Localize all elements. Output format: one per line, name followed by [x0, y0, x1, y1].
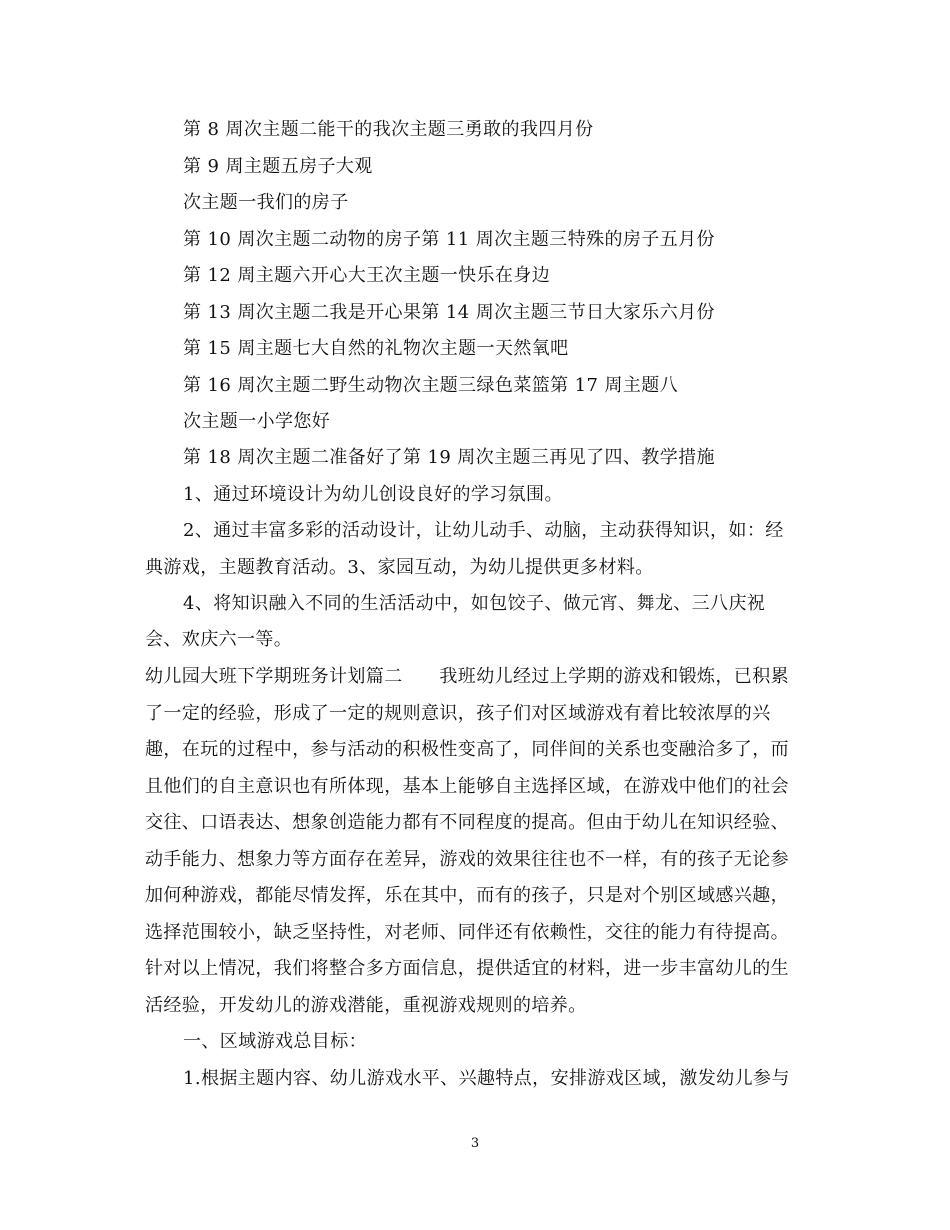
text-line: 1、通过环境设计为幼儿创设良好的学习氛围。 — [183, 484, 563, 505]
text-line: 加何种游戏，都能尽情发挥，乐在其中，而有的孩子，只是对个别区域感兴趣， — [145, 885, 789, 906]
text-line: 次主题一我们的房子 — [183, 192, 349, 213]
text-line: 第 8 周次主题二能干的我次主题三勇敢的我四月份 — [183, 119, 594, 140]
text-line: 会、欢庆六一等。 — [145, 629, 293, 650]
text-line: 动手能力、想象力等方面存在差异，游戏的效果往往也不一样，有的孩子无论参 — [145, 849, 789, 870]
text-line: 一、区域游戏总目标： — [183, 1031, 367, 1052]
text-line: 2、通过丰富多彩的活动设计，让幼儿动手、动脑，主动获得知识，如：经 — [183, 520, 784, 541]
text-line: 典游戏，主题教育活动。3、家园互动，为幼儿提供更多材料。 — [145, 557, 654, 578]
text-line: 交往、口语表达、想象创造能力都有不同程度的提高。但由于幼儿在知识经验、 — [145, 812, 789, 833]
text-line: 第 9 周主题五房子大观 — [183, 156, 373, 177]
text-line: 针对以上情况，我们将整合多方面信息，提供适宜的材料，进一步丰富幼儿的生 — [145, 958, 789, 979]
text-line: 第 13 周次主题二我是开心果第 14 周次主题三节日大家乐六月份 — [183, 302, 715, 323]
text-line: 第 16 周次主题二野生动物次主题三绿色菜篮第 17 周主题八 — [183, 375, 679, 396]
text-line: 且他们的自主意识也有所体现，基本上能够自主选择区域，在游戏中他们的社会 — [145, 776, 789, 797]
text-line: 1.根据主题内容、幼儿游戏水平、兴趣特点，安排游戏区域，激发幼儿参与 — [183, 1068, 790, 1089]
text-line: 第 18 周次主题二准备好了第 19 周次主题三再见了四、教学措施 — [183, 447, 715, 468]
text-line: 趣，在玩的过程中，参与活动的积极性变高了，同伴间的关系也变融洽多了，而 — [145, 739, 789, 760]
text-line: 活经验，开发幼儿的游戏潜能，重视游戏规则的培养。 — [145, 995, 587, 1016]
text-line: 幼儿园大班下学期班务计划篇二 我班幼儿经过上学期的游戏和锻炼，已积累 — [145, 666, 789, 687]
text-line: 第 15 周主题七大自然的礼物次主题一天然氧吧 — [183, 338, 569, 359]
text-line: 次主题一小学您好 — [183, 411, 331, 432]
text-line: 第 12 周主题六开心大王次主题一快乐在身边 — [183, 265, 551, 286]
text-line: 选择范围较小，缺乏坚持性，对老师、同伴还有依赖性，交往的能力有待提高。 — [145, 922, 789, 943]
text-line: 了一定的经验，形成了一定的规则意识，孩子们对区域游戏有着比较浓厚的兴 — [145, 703, 771, 724]
page-number: 3 — [470, 1136, 480, 1151]
text-line: 4、将知识融入不同的生活活动中，如包饺子、做元宵、舞龙、三八庆祝 — [183, 593, 766, 614]
text-line: 第 10 周次主题二动物的房子第 11 周次主题三特殊的房子五月份 — [183, 229, 715, 250]
